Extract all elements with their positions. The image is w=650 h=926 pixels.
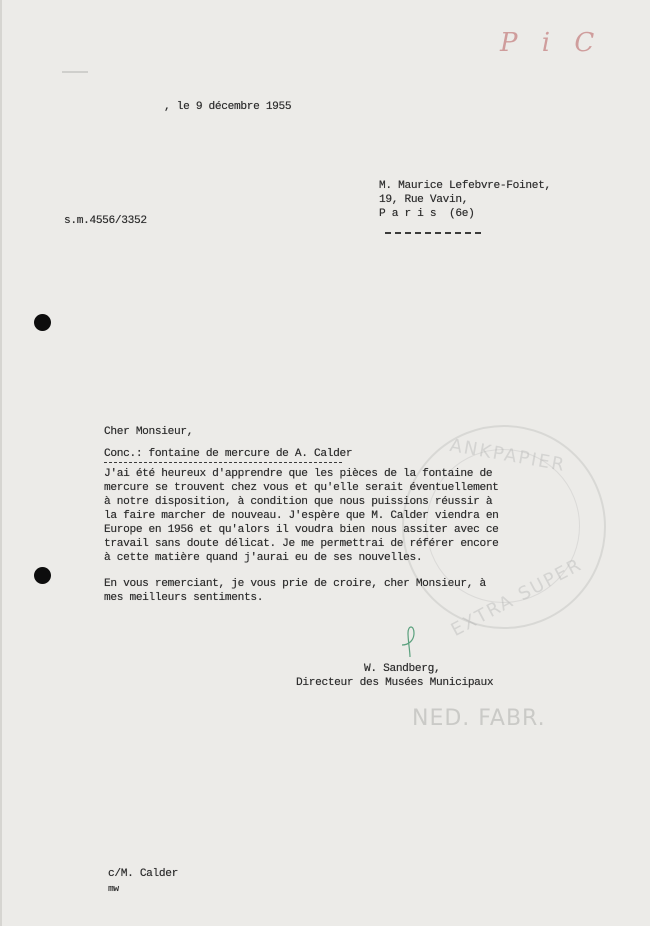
letter-date: , le 9 décembre 1955 bbox=[164, 101, 292, 113]
pencil-annotation: P i C bbox=[500, 28, 603, 58]
body-line: mercure se trouvent chez vous et qu'elle serait éventuellement bbox=[104, 482, 499, 494]
stamp-text-top: ANKPAPIER bbox=[448, 434, 568, 477]
subject-underline bbox=[104, 462, 342, 463]
recipient-name: M. Maurice Lefebvre-Foinet, bbox=[379, 180, 551, 192]
carbon-copy: c/M. Calder bbox=[108, 868, 178, 880]
punch-hole-top bbox=[34, 314, 51, 331]
typist-initials: mw bbox=[108, 883, 119, 894]
body-line: J'ai été heureux d'apprendre que les pièces de la fontaine de bbox=[104, 468, 493, 480]
reference-number: s.m.4556/3352 bbox=[64, 215, 147, 227]
body-line: Europe en 1956 et qu'alors il voudra bien nous assiter avec ce bbox=[104, 524, 499, 536]
closing-line: En vous remerciant, je vous prie de croire, cher Monsieur, à bbox=[104, 578, 486, 590]
signature-mark bbox=[398, 623, 428, 659]
signatory-title: Directeur des Musées Municipaux bbox=[296, 677, 494, 689]
body-line: à notre disposition, à condition que nous puissions réussir à bbox=[104, 496, 493, 508]
signatory-name: W. Sandberg, bbox=[364, 663, 441, 675]
paper-watermark: NED. FABR. bbox=[412, 706, 546, 731]
recipient-city: P a r i s (6e) bbox=[379, 208, 475, 220]
subject-line: Conc.: fontaine de mercure de A. Calder bbox=[104, 448, 353, 460]
recipient-street: 19, Rue Vavin, bbox=[379, 194, 469, 206]
stamp-text-bottom: EXTRA SUPER bbox=[447, 554, 586, 641]
punch-hole-bottom bbox=[34, 567, 51, 584]
body-line: la faire marcher de nouveau. J'espère que M. Calder viendra en bbox=[104, 510, 499, 522]
faint-mark bbox=[62, 71, 88, 73]
closing-line: mes meilleurs sentiments. bbox=[104, 592, 264, 604]
body-line: à cette matière quand j'aurai eu de ses nouvelles. bbox=[104, 552, 423, 564]
body-line: travail sans doute délicat. Je me permettrai de référer encore bbox=[104, 538, 499, 550]
salutation: Cher Monsieur, bbox=[104, 426, 194, 438]
recipient-underline bbox=[385, 232, 481, 234]
